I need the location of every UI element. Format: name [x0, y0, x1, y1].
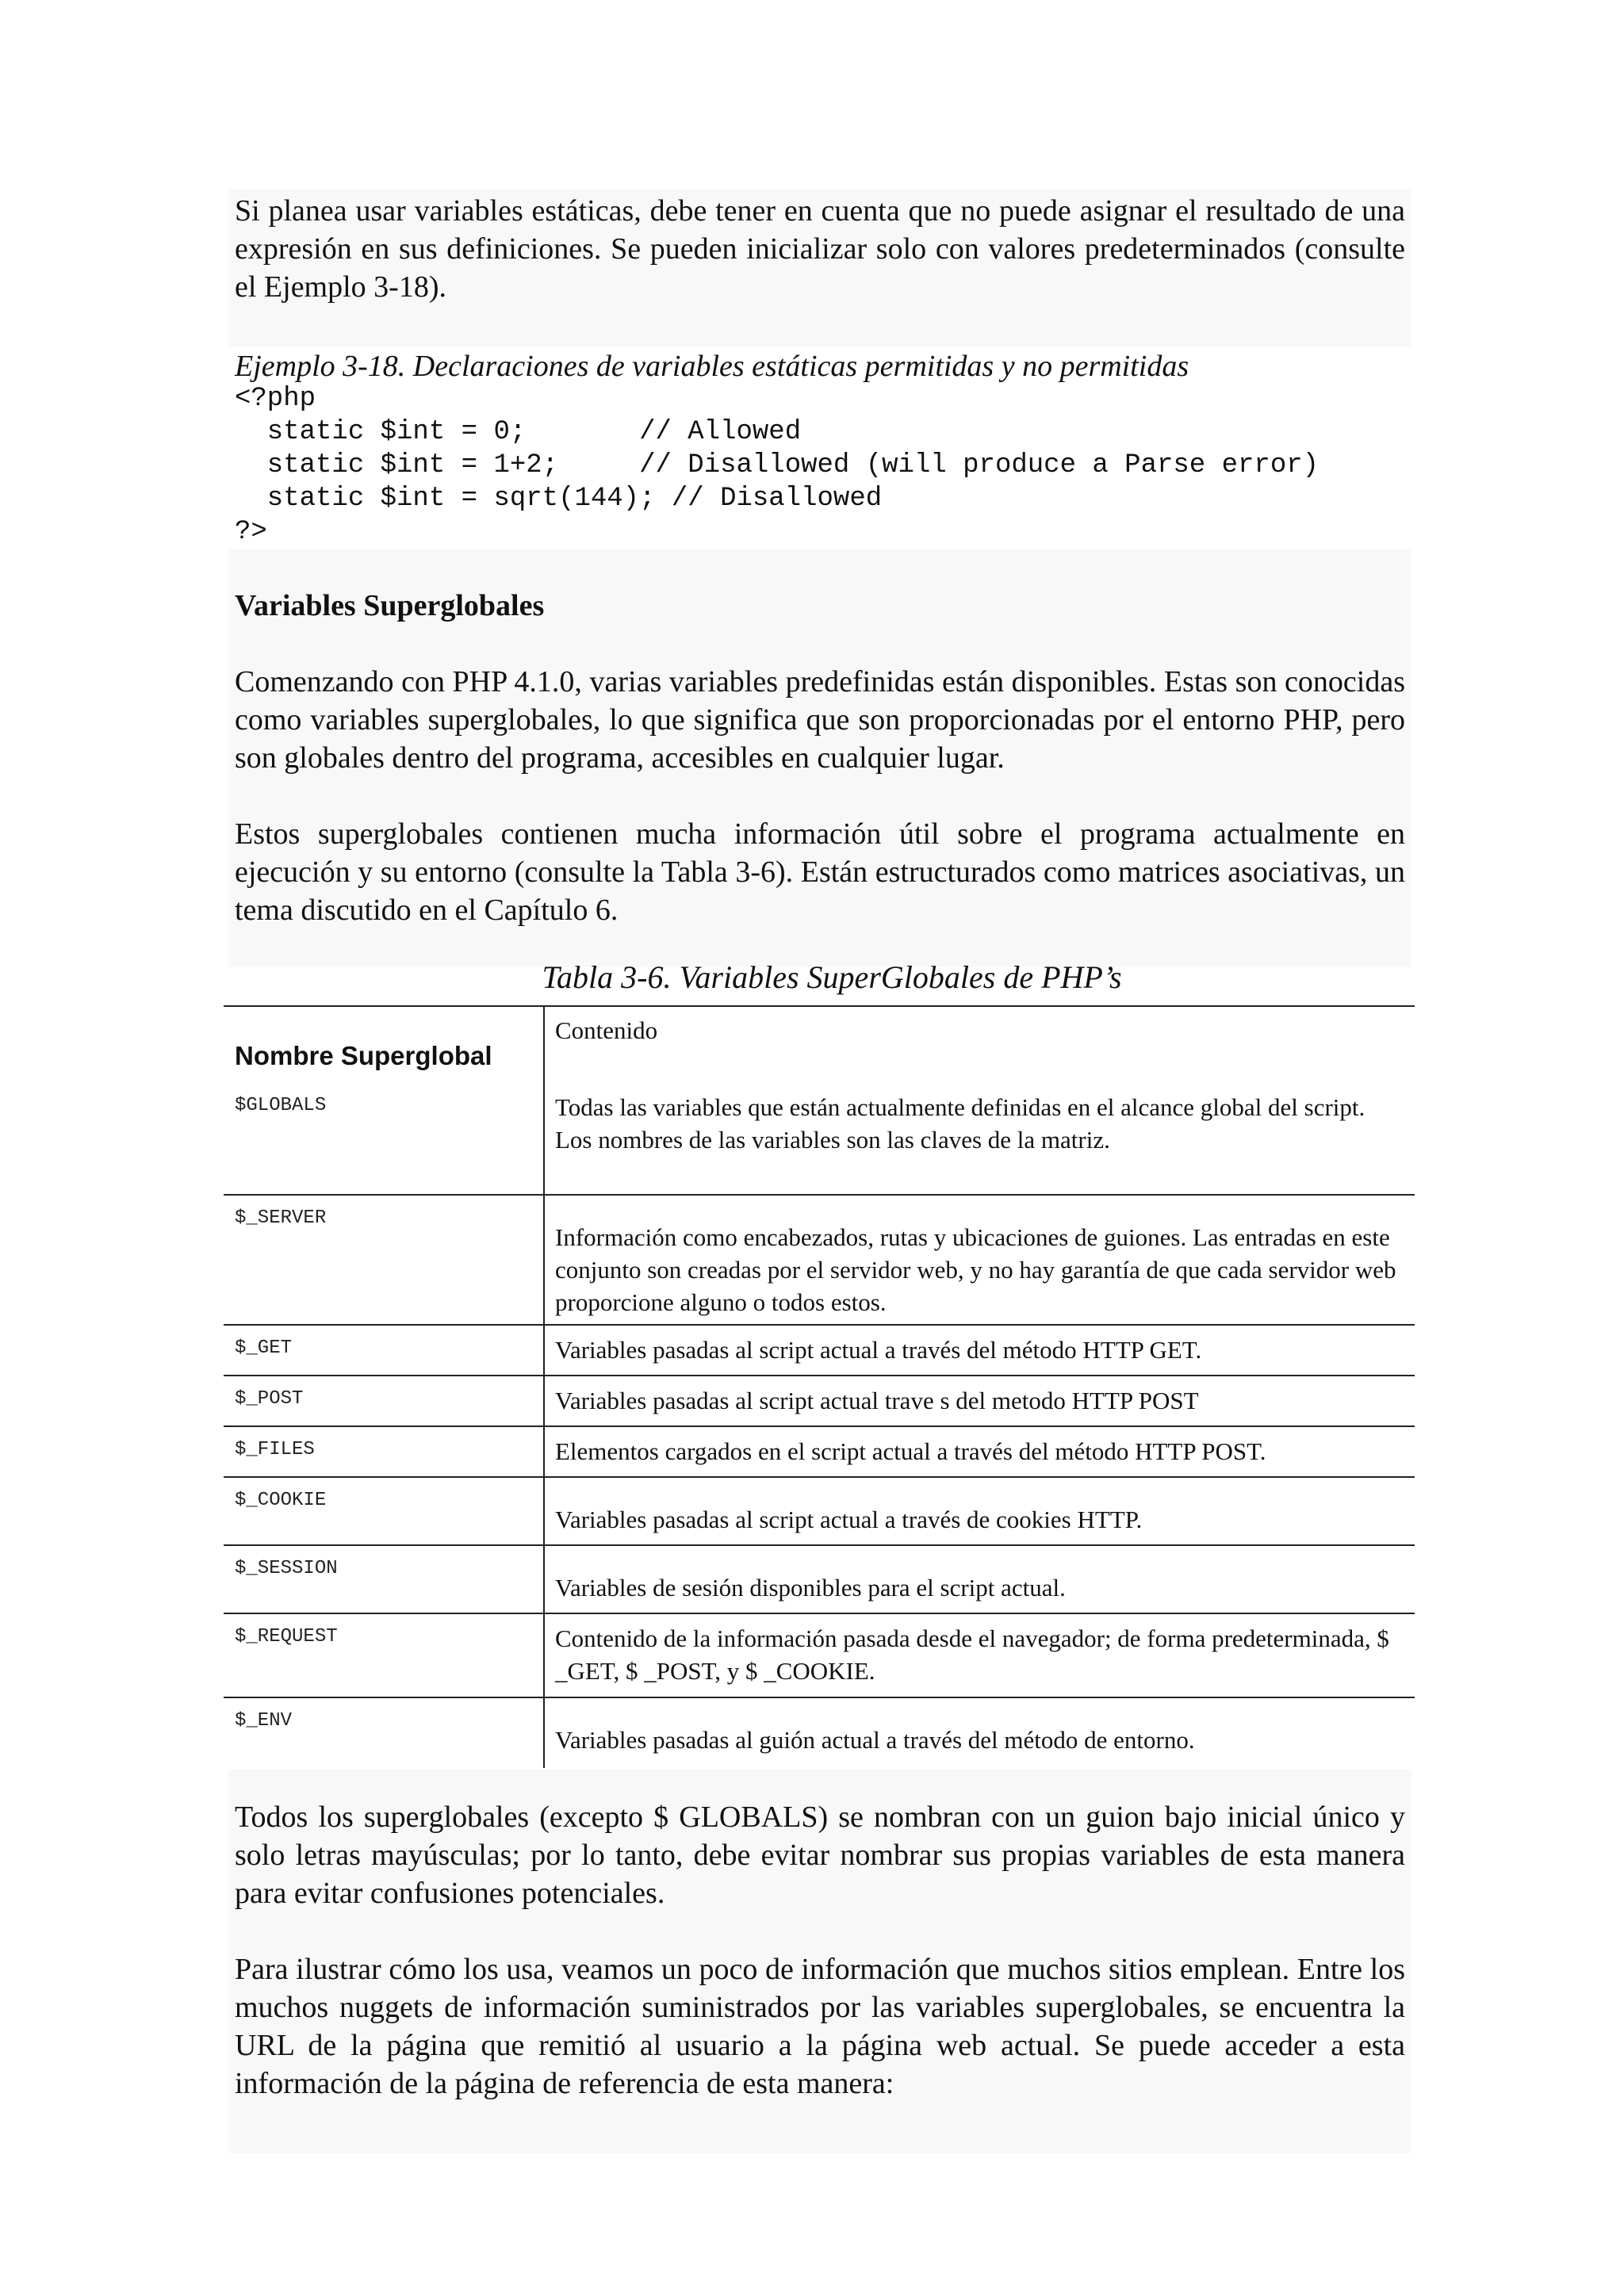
row-name-post: $_POST [235, 1388, 304, 1410]
section-paragraph-1: Comenzando con PHP 4.1.0, varias variables predefinidas están disponibles. Estas son conocidas como variables superglobales, lo que significa que son proporcionadas por el entorno PHP, pero son globales dentro del programa, accesibles en cualquier lugar. [235, 665, 1405, 775]
table-rule [224, 1697, 1415, 1698]
section-heading: Variables Superglobales [235, 589, 545, 622]
code-line: static $int = 0; // Allowed [235, 417, 802, 447]
row-content-request: Contenido de la información pasada desde el navegador; de forma predeterminada, $ _GET, $ _POST, y $ _COOKIE. [555, 1624, 1389, 1685]
row-name-files: $_FILES [235, 1439, 315, 1460]
row-name-session: $_SESSION [235, 1558, 338, 1579]
row-name-globals: $GLOBALS [235, 1095, 327, 1116]
header-content: Contenido [555, 1016, 658, 1044]
code-line: static $int = 1+2; // Disallowed (will produce a Parse error) [235, 450, 1320, 480]
closing-paragraph-1: Todos los superglobales (excepto $ GLOBALS) se nombran con un guion bajo inicial único y solo letras mayúsculas; por lo tanto, debe evitar nombrar sus propias variables de esta manera para evitar confusiones potenciales. [235, 1800, 1405, 1910]
row-name-get: $_GET [235, 1337, 293, 1359]
table-rule [224, 1613, 1415, 1614]
row-content-server: Información como encabezados, rutas y ubicaciones de guiones. Las entradas en este conjunto son creadas por el servidor web, y no hay garantía de que cada servidor web proporcione alguno o todos estos. [555, 1223, 1396, 1316]
row-content-env: Variables pasadas al guión actual a través del método de entorno. [555, 1726, 1195, 1754]
row-name-cookie: $_COOKIE [235, 1490, 327, 1511]
table-column-divider [543, 1007, 545, 1768]
table-rule [224, 1194, 1415, 1196]
intro-paragraph: Si planea usar variables estáticas, debe tener en cuenta que no puede asignar el resultado de una expresión en sus definiciones. Se pueden inicializar solo con valores predeterminados (consulte el Ejemplo 3-18). [235, 194, 1405, 304]
table-title: Tabla 3-6. Variables SuperGlobales de PHP’s [542, 959, 1122, 995]
row-content-files: Elementos cargados en el script actual a través del método HTTP POST. [555, 1437, 1266, 1465]
table-rule [224, 1324, 1415, 1326]
closing-paragraph-2: Para ilustrar cómo los usa, veamos un poco de información que muchos sitios emplean. Entre los muchos nuggets de información suministrados por las variables superglobales, se encuentra la URL de la página que remitió al usuario a la página web actual. Se puede acceder a esta información de la página de referencia de esta manera: [235, 1953, 1405, 2100]
row-content-post: Variables pasadas al script actual trave s del metodo HTTP POST [555, 1387, 1199, 1414]
row-content-get: Variables pasadas al script actual a través del método HTTP GET. [555, 1336, 1202, 1364]
row-name-env: $_ENV [235, 1710, 293, 1732]
code-line: <?php [235, 384, 316, 414]
code-line: ?> [235, 517, 267, 547]
row-content-cookie: Variables pasadas al script actual a través de cookies HTTP. [555, 1506, 1143, 1533]
table-rule [224, 1375, 1415, 1376]
example-caption: Ejemplo 3-18. Declaraciones de variables estáticas permitidas y no permitidas [235, 350, 1189, 383]
row-content-globals: Todas las variables que están actualmente definidas en el alcance global del script. Los nombres de las variables son las claves de la matriz. [555, 1093, 1365, 1154]
row-name-request: $_REQUEST [235, 1626, 338, 1647]
table-rule [224, 1425, 1415, 1427]
table-rule [224, 1005, 1415, 1007]
row-content-session: Variables de sesión disponibles para el script actual. [555, 1574, 1066, 1601]
row-name-server: $_SERVER [235, 1207, 327, 1229]
code-line: static $int = sqrt(144); // Disallowed [235, 484, 883, 514]
header-name: Nombre Superglobal [235, 1041, 492, 1070]
table-rule [224, 1544, 1415, 1546]
section-paragraph-2: Estos superglobales contienen mucha información útil sobre el programa actualmente en ejecución y su entorno (consulte la Tabla 3-6). Están estructurados como matrices asociativas, un tema discutido en el Capítulo 6. [235, 817, 1405, 927]
table-rule [224, 1476, 1415, 1478]
